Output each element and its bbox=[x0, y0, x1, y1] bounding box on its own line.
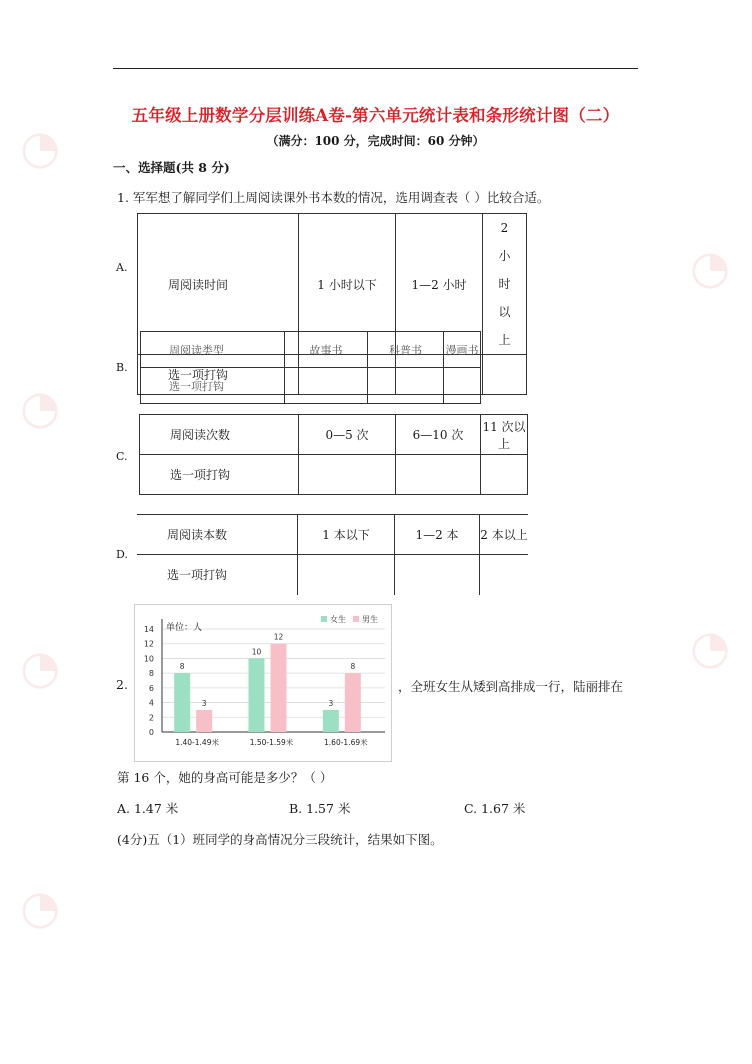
option-d-row-label: 选一项打钩 bbox=[137, 555, 298, 595]
option-a-row-label: 选一项打钩 bbox=[138, 355, 299, 395]
watermark-logo: ◔ bbox=[20, 880, 61, 934]
question-2-text: ，全班女生从矮到高排成一行，陆丽排在 bbox=[398, 679, 624, 694]
height-bar-chart bbox=[134, 604, 392, 762]
option-b-tick-cell[interactable] bbox=[444, 368, 481, 404]
option-a-header: 周阅读时间 bbox=[138, 214, 299, 355]
bar bbox=[323, 710, 339, 732]
option-c-tick-cell[interactable] bbox=[396, 455, 481, 495]
watermark-logo: ◔ bbox=[20, 640, 61, 694]
option-c-table bbox=[139, 414, 528, 495]
option-d-cell: 1—2 本 bbox=[395, 515, 480, 555]
y-tick-label: 2 bbox=[148, 713, 154, 723]
option-c-cell: 6—10 次 bbox=[396, 415, 481, 455]
y-tick-label: 10 bbox=[143, 654, 154, 664]
option-b-label: B. bbox=[116, 361, 128, 374]
option-d-table bbox=[137, 514, 528, 595]
question-2-number: 2. bbox=[116, 677, 128, 692]
option-d-label: D. bbox=[116, 548, 128, 561]
legend-label: 男生 bbox=[362, 615, 378, 624]
chart-svg bbox=[135, 605, 391, 761]
bar-value-label: 3 bbox=[328, 698, 334, 708]
option-b-tick-cell[interactable] bbox=[285, 368, 368, 404]
y-tick-label: 6 bbox=[148, 683, 154, 693]
option-a-tick-cell[interactable] bbox=[483, 355, 527, 395]
option-c-tick-cell[interactable] bbox=[481, 455, 528, 495]
bar-value-label: 10 bbox=[251, 647, 262, 657]
option-b-cell: 故事书 bbox=[285, 332, 368, 368]
y-tick-label: 4 bbox=[148, 698, 154, 708]
option-d-tick-cell[interactable] bbox=[480, 555, 529, 595]
section-heading: 一、选择题(共 8 分) bbox=[113, 160, 230, 175]
option-c-row-label: 选一项打钩 bbox=[140, 455, 299, 495]
y-tick-label: 0 bbox=[148, 728, 154, 737]
header-rule bbox=[113, 68, 638, 69]
option-d-cell: 2 本以上 bbox=[480, 515, 529, 555]
option-d-tick-cell[interactable] bbox=[395, 555, 480, 595]
option-b-tick-cell[interactable] bbox=[368, 368, 444, 404]
option-d-cell: 1 本以下 bbox=[298, 515, 395, 555]
bar bbox=[345, 673, 361, 732]
legend-swatch bbox=[353, 616, 359, 622]
option-b-row-label: 选一项打钩 bbox=[141, 368, 285, 404]
x-tick-label: 1.40-1.49米 bbox=[175, 738, 219, 747]
choice-a[interactable]: A. 1.47 米 bbox=[117, 801, 179, 816]
choice-c[interactable]: C. 1.67 米 bbox=[464, 801, 526, 816]
option-a-cell: 2 小时以上 bbox=[483, 214, 527, 355]
legend-label: 女生 bbox=[330, 615, 346, 624]
bar bbox=[196, 710, 212, 732]
option-c-header: 周阅读次数 bbox=[140, 415, 299, 455]
option-a-label: A. bbox=[116, 261, 128, 274]
watermark-logo: ◔ bbox=[690, 240, 731, 294]
watermark-logo: ◔ bbox=[690, 620, 731, 674]
y-tick-label: 14 bbox=[143, 625, 154, 634]
option-b-table bbox=[140, 331, 481, 404]
option-d-tick-cell[interactable] bbox=[298, 555, 395, 595]
option-c-cell: 11 次以上 bbox=[481, 415, 528, 455]
bar-value-label: 8 bbox=[179, 662, 185, 672]
question-2-line2: 第 16 个，她的身高可能是多少？（ ） bbox=[117, 770, 333, 785]
bar bbox=[249, 658, 265, 732]
bar bbox=[271, 644, 287, 732]
bar-value-label: 12 bbox=[273, 632, 284, 642]
watermark-logo: ◔ bbox=[20, 380, 61, 434]
bar-value-label: 3 bbox=[201, 698, 207, 708]
option-b-header: 周阅读类型 bbox=[141, 332, 285, 368]
unit-label: 单位：人 bbox=[166, 623, 203, 633]
option-b-cell: 漫画书 bbox=[444, 332, 481, 368]
question-3-stem: (4分)五（1）班同学的身高情况分三段统计，结果如下图。 bbox=[117, 832, 443, 847]
option-c-label: C. bbox=[116, 450, 128, 463]
option-d-header: 周阅读本数 bbox=[137, 515, 298, 555]
page-subtitle: （满分：100 分，完成时间：60 分钟） bbox=[266, 134, 485, 148]
page-title: 五年级上册数学分层训练A卷-第六单元统计表和条形统计图（二） bbox=[131, 106, 620, 125]
bar-value-label: 8 bbox=[350, 662, 356, 672]
option-c-cell: 0—5 次 bbox=[299, 415, 396, 455]
y-tick-label: 12 bbox=[143, 639, 154, 649]
x-tick-label: 1.60-1.69米 bbox=[324, 738, 368, 747]
option-c-tick-cell[interactable] bbox=[299, 455, 396, 495]
y-tick-label: 8 bbox=[148, 669, 154, 679]
option-a-cell: 1 小时以下 bbox=[299, 214, 396, 355]
x-tick-label: 1.50-1.59米 bbox=[249, 738, 294, 747]
watermark-logo: ◔ bbox=[20, 120, 61, 174]
option-b-cell: 科普书 bbox=[368, 332, 444, 368]
option-a-cell: 1—2 小时 bbox=[396, 214, 483, 355]
question-1-stem: 1. 军军想了解同学们上周阅读课外书本数的情况，选用调查表（ ）比较合适。 bbox=[117, 190, 550, 205]
bar bbox=[174, 673, 190, 732]
choice-b[interactable]: B. 1.57 米 bbox=[289, 801, 351, 816]
legend-swatch bbox=[321, 616, 327, 622]
